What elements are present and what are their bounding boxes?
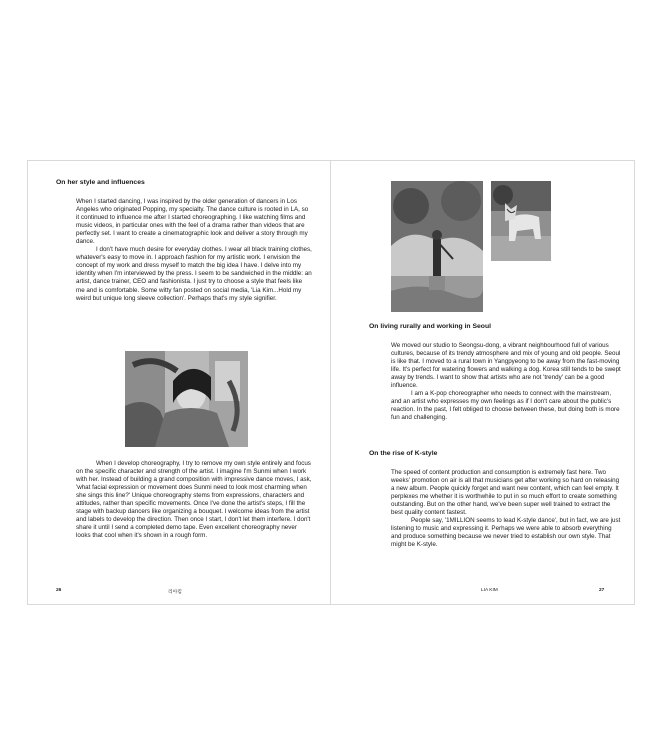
paragraph: We moved our studio to Seongsu-dong, a vibrant neighbourhood full of various cultures, because of its trendy atmosphere and mix of young and old people. Seoul is like that. I moved to a rural town in Yangpyeong to be away from the fast-moving life. It's perfect for watering flowers and walking a dog. Korea still tends to be swept away by trends. I want to show that artists who are not 'trendy' can be a good influence. bbox=[391, 342, 621, 390]
garden-image bbox=[391, 181, 483, 312]
paragraph: When I started dancing, I was inspired by the older generation of dancers in Los Angeles who originated Popping, my specialty. The dance culture is rooted in LA, so it continued to influence me after I started choreographing. I like watching films and music videos, in particular ones with the feel of a drama rather than videos that are perfectly set. I want to create a cinematographic look and deliver a story through my dance. bbox=[76, 198, 309, 246]
section-heading-kstyle: On the rise of K-style bbox=[369, 450, 438, 457]
section-heading-rural: On living rurally and working in Seoul bbox=[369, 323, 491, 330]
portrait-image bbox=[125, 351, 248, 447]
dog-photo bbox=[491, 181, 551, 261]
book-spread bbox=[27, 160, 635, 605]
paragraph: When I develop choreography, I try to remove my own style entirely and focus on the specific character and strength of the artist. I imagine I'm Sunmi when I work with her. Instead of building a grand composition with impressive dance moves, I ask, 'what facial expression or movement does Sunmi need to look most charming when she sings this line?' Unique choreography stems from expressions, characters and attitudes, rather than specific movements. Once I've done the artist's steps, I fill the stage with backup dancers like organizing a bouquet. I welcome ideas from the artist and labels to develop the direction. Then once I start, I don't let them interfere. I don't share it until I send a completed demo tape. Even excellent choreography never looks that cool when it's shown in a rough form. bbox=[76, 460, 312, 540]
paragraph: I don't have much desire for everyday clothes. I wear all black training clothes, whatever's easy to move in. I approach fashion for my artistic work. I envision the concept of my work and dress myself to match the big idea I have. I delve into my identity when I'm interviewed by the press. I seem to be sandwiched in the middle: an artist, dance trainer, CEO and fashionista. I just try to choose a style that feels like me and is comfortable. Some witty fan posted on social media, 'Lia Kim...Hold my weird but unique long sleeve collection'. Perhaps that's my style signifier. bbox=[76, 246, 312, 302]
text-block-style bbox=[76, 198, 312, 303]
text-block-kstyle bbox=[391, 469, 623, 549]
section-heading-style: On her style and influences bbox=[56, 179, 145, 186]
paragraph: The speed of content production and consumption is extremely fast here. Two weeks' promotion on air is all that musicians get after working so hard on releasing a new album. People quickly forget and want new content, which can feel empty. It perplexes me whether it is worthwhile to put in so much effort to create something outstanding. But on the other hand, we've been super well trained to extract the best quality content fastest. bbox=[391, 469, 620, 517]
portrait-photo bbox=[125, 351, 248, 447]
paragraph: People say, '1MILLION seems to lead K-style dance', but in fact, we are just listening to music and expressing it. Perhaps we were able to absorb everything and produce something because we never tried to establish our own style. That might be K-style. bbox=[391, 517, 621, 549]
garden-photo bbox=[391, 181, 483, 312]
running-title-right: LIA KIM bbox=[481, 588, 498, 593]
text-block-choreography bbox=[76, 460, 312, 540]
page-number-left: 26 bbox=[56, 588, 62, 593]
page-number-right: 27 bbox=[599, 588, 605, 593]
running-title-left: 리아킴 bbox=[168, 590, 182, 595]
left-page bbox=[28, 161, 331, 604]
right-page bbox=[331, 161, 634, 604]
dog-image bbox=[491, 181, 551, 261]
paragraph: I am a K-pop choreographer who needs to connect with the mainstream, and an artist who expresses my own feelings as if I don't care about the public's reaction. In the past, I felt obliged to choose between these, but doing both is more fun and challenging. bbox=[391, 390, 620, 422]
text-block-rural bbox=[391, 342, 623, 422]
